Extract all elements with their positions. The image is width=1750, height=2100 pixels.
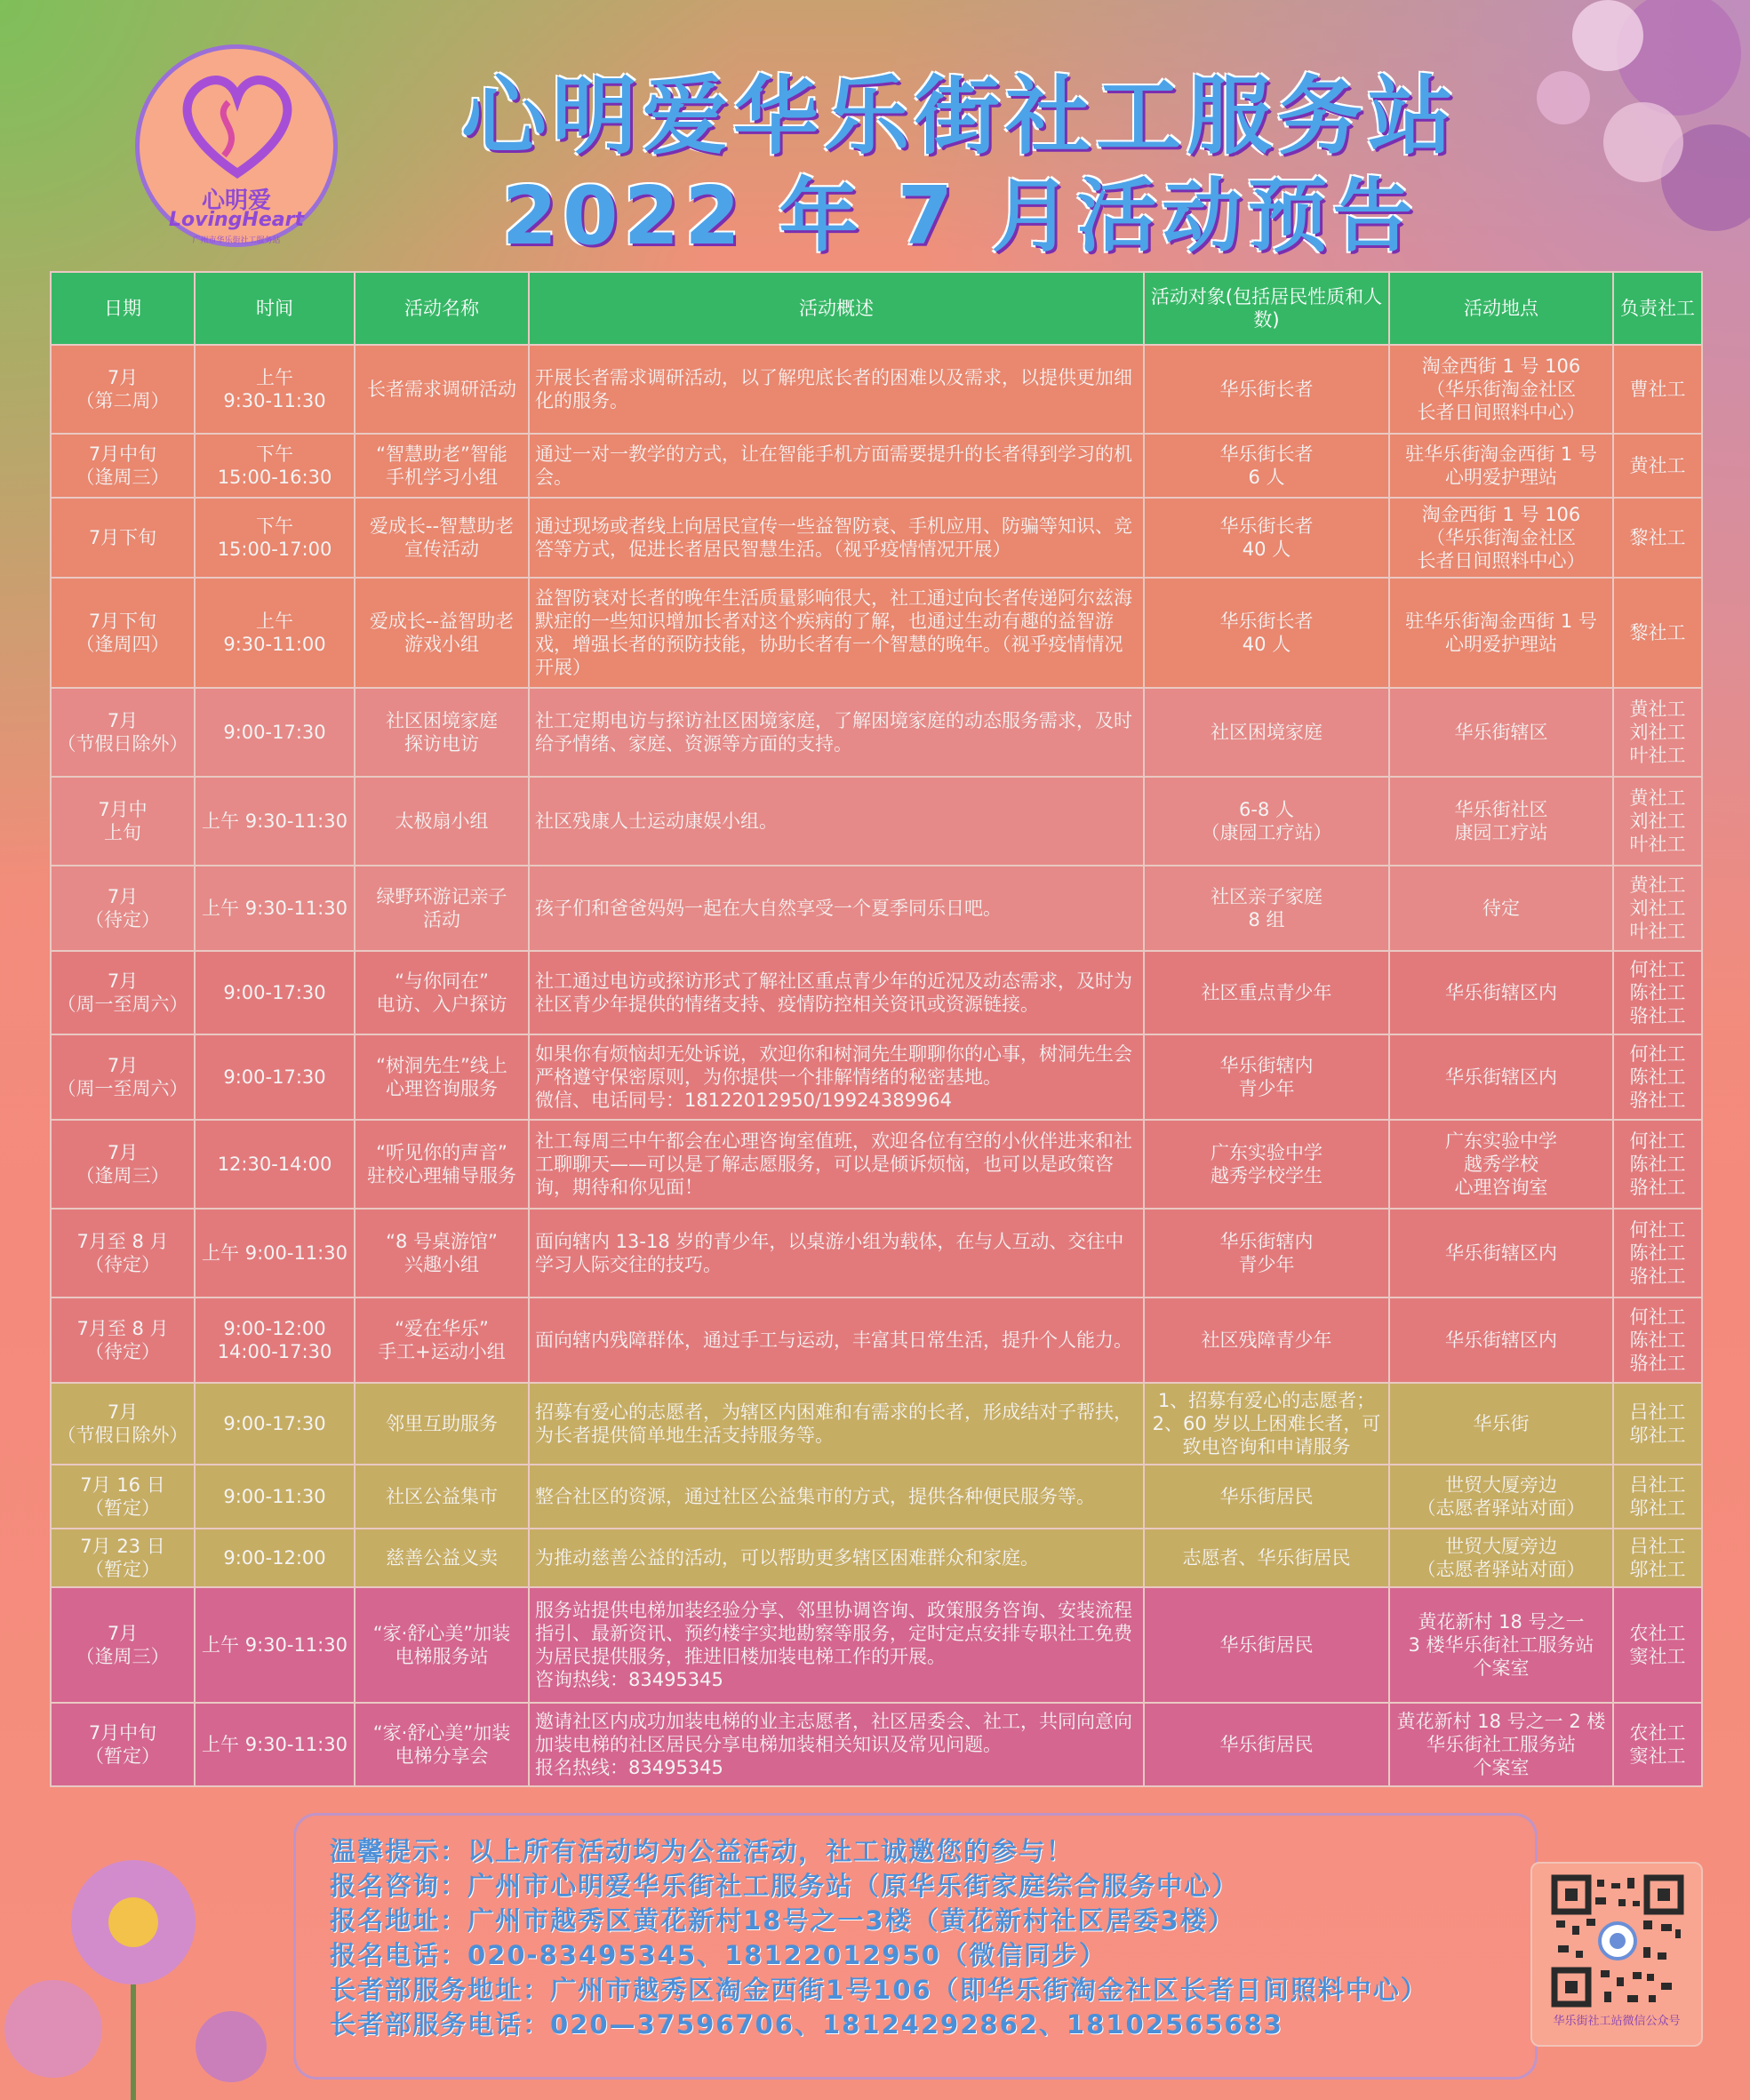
cell-date-text: 7月至 8 月 （待定） — [76, 1230, 169, 1275]
cell-target — [1144, 498, 1389, 578]
cell-date-text: 7月 （节假日除外） — [57, 1401, 188, 1446]
cell-location-text: 驻华乐街淘金西街 1 号 心明爱护理站 — [1405, 610, 1597, 655]
cell-social-worker-text: 何社工 陈社工 骆社工 — [1629, 958, 1686, 1027]
table-row — [51, 866, 1702, 951]
table-row — [51, 345, 1702, 434]
activity-schedule-table — [50, 271, 1703, 1787]
cell-social-worker-text: 何社工 陈社工 骆社工 — [1629, 1306, 1686, 1375]
cell-activity-summary — [529, 1383, 1144, 1465]
cell-date — [51, 434, 195, 498]
cell-activity-summary-text: 社工通过电访或探访形式了解社区重点青少年的近况及动态需求，及时为社区青少年提供的情绪支持、疫情防控相关资讯或资源链接。 — [535, 970, 1132, 1015]
cell-time — [195, 1209, 355, 1298]
cell-location — [1389, 1298, 1613, 1383]
cell-activity-summary — [529, 1209, 1144, 1298]
table-row — [51, 578, 1702, 688]
cell-target-text: 华乐街长者 40 人 — [1219, 515, 1314, 560]
cell-social-worker — [1613, 866, 1702, 951]
cell-date-text: 7月 （逢周三） — [76, 1622, 170, 1667]
cell-time — [195, 866, 355, 951]
cell-location — [1389, 1383, 1613, 1465]
header-time: 时间 — [195, 272, 355, 345]
cell-time — [195, 1034, 355, 1120]
cell-date-text: 7月中 上旬 — [98, 798, 148, 843]
cell-activity-summary — [529, 1529, 1144, 1587]
cell-activity-name — [355, 1529, 529, 1587]
cell-location — [1389, 1587, 1613, 1703]
cell-location — [1389, 1529, 1613, 1587]
cell-target-text: 华乐街居民 — [1219, 1485, 1314, 1507]
cell-target — [1144, 777, 1389, 866]
cell-time — [195, 1587, 355, 1703]
cell-target-text: 志愿者、华乐街居民 — [1182, 1546, 1351, 1569]
cell-date — [51, 498, 195, 578]
header-location: 活动地点 — [1389, 272, 1613, 345]
cell-location-text: 淘金西街 1 号 106 （华乐街淘金社区 长者日间照料中心） — [1417, 503, 1586, 572]
cell-activity-name-text: “与你同在” 电访、入户探访 — [376, 970, 507, 1015]
tip-reminder: 温馨提示：以上所有活动均为公益活动，社工诚邀您的参与！ — [330, 1836, 1075, 1866]
cell-activity-summary-text: 开展长者需求调研活动，以了解兜底长者的困难以及需求，以提供更加细化的服务。 — [535, 366, 1132, 411]
cell-activity-summary-text: 益智防衰对长者的晚年生活质量影响很大，社工通过向长者传递阿尔兹海默症的一些知识增加长者对这个疾病的了解，也通过生动有趣的益智游戏，增强长者的预防技能，协助长者有一个智慧的晚年。（视乎疫情情况开展） — [535, 587, 1132, 679]
cell-activity-name — [355, 1298, 529, 1383]
cell-social-worker-text: 黄社工 — [1629, 454, 1686, 476]
cell-target-text: 华乐街长者 6 人 — [1219, 443, 1314, 488]
cell-social-worker — [1613, 951, 1702, 1034]
cell-social-worker — [1613, 1120, 1702, 1209]
cell-location-text: 华乐街辖区内 — [1445, 1242, 1557, 1264]
cell-location-text: 华乐街辖区内 — [1445, 981, 1557, 1003]
cell-activity-name-text: 社区困境家庭 探访电访 — [386, 709, 498, 755]
cell-social-worker — [1613, 1209, 1702, 1298]
cell-activity-name — [355, 866, 529, 951]
cell-time — [195, 1703, 355, 1786]
cell-social-worker — [1613, 1298, 1702, 1383]
cell-activity-summary-text: 如果你有烦恼却无处诉说，欢迎你和树洞先生聊聊你的心事，树洞先生会严格遵守保密原则，为你提供一个排解情绪的秘密基地。 微信、电话同号：18122012950/19924389964 — [535, 1042, 1132, 1112]
page-title: 心明爱华乐街社工服务站 — [461, 67, 1458, 166]
cell-activity-summary — [529, 578, 1144, 688]
tip-registration-phone: 报名电话：020-83495345、18122012950（微信同步） — [330, 1940, 1107, 1970]
cell-target-text: 广东实验中学 越秀学校学生 — [1211, 1141, 1322, 1186]
contact-info-box — [293, 1813, 1538, 2080]
cell-social-worker — [1613, 578, 1702, 688]
cell-activity-name-text: “智慧助老”智能 手机学习小组 — [376, 443, 507, 488]
cell-time-text: 9:00-17:30 — [223, 1066, 326, 1088]
cell-time — [195, 951, 355, 1034]
cell-date-text: 7月中旬 （逢周三） — [76, 443, 170, 488]
cell-activity-name — [355, 434, 529, 498]
cell-social-worker-text: 吕社工 邬社工 — [1629, 1535, 1686, 1580]
cell-location — [1389, 1465, 1613, 1529]
cell-activity-name-text: “家·舒心美”加装 电梯分享会 — [372, 1721, 511, 1767]
cell-date — [51, 1529, 195, 1587]
cell-time — [195, 1465, 355, 1529]
cell-target — [1144, 1587, 1389, 1703]
cell-target-text: 1、招募有爱心的志愿者； 2、60 岁以上困难长者，可致电咨询和申请服务 — [1152, 1389, 1381, 1458]
cell-activity-summary — [529, 1298, 1144, 1383]
cell-target-text: 社区亲子家庭 8 组 — [1211, 885, 1322, 930]
cell-target-text: 华乐街长者 40 人 — [1219, 610, 1314, 655]
cell-target — [1144, 1703, 1389, 1786]
cell-target-text: 华乐街居民 — [1219, 1633, 1314, 1656]
cell-location — [1389, 1120, 1613, 1209]
cell-social-worker-text: 农社工 窦社工 — [1629, 1721, 1686, 1767]
cell-date — [51, 777, 195, 866]
cell-location — [1389, 1703, 1613, 1786]
cell-social-worker-text: 何社工 陈社工 骆社工 — [1629, 1042, 1686, 1112]
cell-time-text: 下午 15:00-17:00 — [217, 515, 332, 560]
cell-target-text: 6-8 人 （康园工疗站） — [1201, 798, 1332, 843]
table-row — [51, 1703, 1702, 1786]
cell-activity-summary — [529, 498, 1144, 578]
cell-social-worker — [1613, 1703, 1702, 1786]
cell-activity-summary-text: 通过现场或者线上向居民宣传一些益智防衰、手机应用、防骗等知识、竞答等方式，促进长者居民智慧生活。（视乎疫情情况开展） — [535, 515, 1132, 560]
cell-time — [195, 1120, 355, 1209]
cell-social-worker-text: 吕社工 邬社工 — [1629, 1473, 1686, 1519]
cell-activity-summary-text: 社区残康人士运动康娱小组。 — [535, 810, 778, 832]
cell-location — [1389, 1209, 1613, 1298]
cell-activity-summary — [529, 777, 1144, 866]
cell-time-text: 9:00-12:00 — [223, 1546, 326, 1569]
cell-social-worker — [1613, 345, 1702, 434]
cell-social-worker — [1613, 1529, 1702, 1587]
cell-location-text: 黄花新村 18 号之一 3 楼华乐街社工服务站 个案室 — [1408, 1610, 1594, 1680]
cell-date — [51, 1034, 195, 1120]
cell-date — [51, 578, 195, 688]
cell-activity-summary — [529, 434, 1144, 498]
cell-target — [1144, 1034, 1389, 1120]
cell-activity-summary — [529, 1465, 1144, 1529]
cell-target — [1144, 1383, 1389, 1465]
cell-date-text: 7月 （节假日除外） — [57, 709, 188, 755]
cell-date-text: 7月至 8 月 （待定） — [76, 1317, 169, 1362]
cell-location-text: 世贸大厦旁边 （志愿者驿站对面） — [1417, 1535, 1586, 1580]
cell-activity-name-text: 绿野环游记亲子 活动 — [376, 885, 507, 930]
table-row — [51, 498, 1702, 578]
cell-date-text: 7月中旬 （暂定） — [85, 1721, 160, 1767]
cell-target-text: 华乐街辖内 青少年 — [1219, 1054, 1314, 1099]
table-header-row — [51, 272, 1702, 345]
cell-activity-name — [355, 1209, 529, 1298]
cell-social-worker-text: 何社工 陈社工 骆社工 — [1629, 1130, 1686, 1199]
cell-activity-name — [355, 1034, 529, 1120]
tip-elderly-address: 长者部服务地址：广州市越秀区淘金西街1号106（即华乐街淘金社区长者日间照料中心） — [330, 1975, 1428, 2005]
table-row — [51, 1120, 1702, 1209]
header-activity-name: 活动名称 — [355, 272, 529, 345]
cell-time-text: 上午 9:30-11:30 — [202, 1733, 348, 1755]
cell-social-worker — [1613, 777, 1702, 866]
cell-date-text: 7月下旬 （逢周四） — [76, 610, 170, 655]
cell-activity-name-text: 爱成长--智慧助老 宣传活动 — [369, 515, 515, 560]
header-target: 活动对象(包括居民性质和人数) — [1144, 272, 1389, 345]
cell-target-text: 华乐街辖内 青少年 — [1219, 1230, 1314, 1275]
logo-name-en: LovingHeart — [169, 209, 304, 231]
cell-location-text: 华乐街辖区 — [1454, 721, 1548, 743]
table-row — [51, 1034, 1702, 1120]
cell-time-text: 9:00-12:00 14:00-17:30 — [217, 1317, 332, 1362]
cell-target-text: 社区重点青少年 — [1201, 981, 1332, 1003]
cell-target — [1144, 434, 1389, 498]
cell-social-worker-text: 黎社工 — [1629, 526, 1686, 548]
cell-time-text: 上午 9:30-11:30 — [202, 897, 348, 919]
cell-date-text: 7月 （周一至周六） — [57, 970, 188, 1015]
cell-activity-summary-text: 社工每周三中午都会在心理咨询室值班，欢迎各位有空的小伙伴进来和社工聊聊天——可以是了解志愿服务，可以是倾诉烦恼，也可以是政策咨询，期待和你见面！ — [535, 1130, 1132, 1199]
cell-activity-summary — [529, 345, 1144, 434]
cell-activity-name — [355, 777, 529, 866]
cell-activity-summary — [529, 1120, 1144, 1209]
tip-registration-contact: 报名咨询：广州市心明爱华乐街社工服务站（原华乐街家庭综合服务中心） — [330, 1871, 1240, 1901]
cell-activity-name-text: “树洞先生”线上 心理咨询服务 — [376, 1054, 507, 1099]
table-row — [51, 777, 1702, 866]
cell-time — [195, 578, 355, 688]
cell-location — [1389, 498, 1613, 578]
cell-activity-summary-text: 社工定期电访与探访社区困境家庭，了解困境家庭的动态服务需求，及时给予情绪、家庭、资源等方面的支持。 — [535, 709, 1132, 755]
cell-time — [195, 1529, 355, 1587]
cell-date-text: 7月 （待定） — [85, 885, 160, 930]
cell-activity-name — [355, 578, 529, 688]
table-row — [51, 688, 1702, 777]
cell-social-worker-text: 黎社工 — [1629, 621, 1686, 643]
table-row — [51, 1529, 1702, 1587]
cell-activity-name — [355, 1465, 529, 1529]
cell-activity-name-text: “家·舒心美”加装 电梯服务站 — [372, 1622, 511, 1667]
table-row — [51, 1209, 1702, 1298]
cell-social-worker — [1613, 434, 1702, 498]
cell-location — [1389, 866, 1613, 951]
cell-location — [1389, 345, 1613, 434]
cell-target — [1144, 1465, 1389, 1529]
cell-date — [51, 951, 195, 1034]
cell-date — [51, 1298, 195, 1383]
cell-time — [195, 1298, 355, 1383]
cell-activity-summary-text: 通过一对一教学的方式，让在智能手机方面需要提升的长者得到学习的机会。 — [535, 443, 1132, 488]
header-activity-summary: 活动概述 — [529, 272, 1144, 345]
cell-activity-name — [355, 1587, 529, 1703]
cell-location-text: 华乐街社区 康园工疗站 — [1454, 798, 1548, 843]
cell-time — [195, 345, 355, 434]
cell-date-text: 7月 （逢周三） — [76, 1141, 170, 1186]
table-row — [51, 1465, 1702, 1529]
heart-icon — [175, 67, 300, 182]
cell-date — [51, 866, 195, 951]
cell-activity-name — [355, 688, 529, 777]
cell-activity-name-text: 社区公益集市 — [386, 1485, 498, 1507]
cell-target-text: 社区困境家庭 — [1211, 721, 1322, 743]
cell-time — [195, 434, 355, 498]
cell-activity-summary-text: 面向辖内残障群体，通过手工与运动，丰富其日常生活，提升个人能力。 — [535, 1329, 1132, 1351]
cell-activity-summary — [529, 866, 1144, 951]
cell-target — [1144, 345, 1389, 434]
cell-location-text: 华乐街 — [1473, 1412, 1530, 1434]
cell-activity-summary-text: 面向辖内 13-18 岁的青少年，以桌游小组为载体，在与人互动、交往中学习人际交往的技巧。 — [535, 1230, 1124, 1275]
cell-date — [51, 1120, 195, 1209]
cell-activity-name-text: “8 号桌游馆” 兴趣小组 — [386, 1230, 498, 1275]
cell-location-text: 华乐街辖区内 — [1445, 1329, 1557, 1351]
cell-activity-summary-text: 服务站提供电梯加装经验分享、邻里协调咨询、政策服务咨询、安装流程指引、最新资讯、预约楼宇实地勘察等服务，定时定点安排专职社工免费为居民提供服务，推进旧楼加装电梯工作的开展。 咨询热线：83495345 — [535, 1599, 1132, 1691]
cell-social-worker-text: 农社工 窦社工 — [1629, 1622, 1686, 1667]
table-row — [51, 951, 1702, 1034]
cell-date-text: 7月 16 日 （暂定） — [80, 1473, 165, 1519]
cell-date — [51, 1587, 195, 1703]
cell-target — [1144, 951, 1389, 1034]
cell-activity-name-text: 长者需求调研活动 — [367, 378, 516, 400]
cell-date-text: 7月 （周一至周六） — [57, 1054, 188, 1099]
cell-activity-name — [355, 1383, 529, 1465]
cell-social-worker-text: 黄社工 刘社工 叶社工 — [1629, 698, 1686, 767]
qr-code-icon — [1551, 1874, 1684, 2008]
cell-activity-summary-text: 整合社区的资源，通过社区公益集市的方式，提供各种便民服务等。 — [535, 1485, 1095, 1507]
cell-location — [1389, 434, 1613, 498]
wechat-qr-code[interactable] — [1530, 1862, 1703, 2047]
cell-social-worker-text: 黄社工 刘社工 叶社工 — [1629, 874, 1686, 943]
cell-location-text: 驻华乐街淘金西街 1 号 心明爱护理站 — [1405, 443, 1597, 488]
cell-location-text: 广东实验中学 越秀学校 心理咨询室 — [1445, 1130, 1557, 1199]
cell-social-worker — [1613, 498, 1702, 578]
cell-date — [51, 1703, 195, 1786]
header-date: 日期 — [51, 272, 195, 345]
cell-activity-name-text: 太极扇小组 — [395, 810, 489, 832]
cell-activity-summary-text: 招募有爱心的志愿者，为辖区内困难和有需求的长者，形成结对子帮扶，为长者提供简单地生活支持服务等。 — [535, 1401, 1132, 1446]
cell-social-worker — [1613, 1383, 1702, 1465]
cell-location — [1389, 777, 1613, 866]
cell-location-text: 华乐街辖区内 — [1445, 1066, 1557, 1088]
tip-elderly-phone: 长者部服务电话：020—37596706、18124292862、18102565683 — [330, 2009, 1283, 2040]
cell-time-text: 9:00-17:30 — [223, 1412, 326, 1434]
cell-target — [1144, 1298, 1389, 1383]
cell-social-worker — [1613, 1587, 1702, 1703]
cell-target — [1144, 866, 1389, 951]
cell-location — [1389, 578, 1613, 688]
cell-time — [195, 498, 355, 578]
cell-social-worker — [1613, 1034, 1702, 1120]
cell-date-text: 7月 （第二周） — [76, 366, 170, 411]
cell-activity-summary — [529, 1034, 1144, 1120]
cell-time — [195, 777, 355, 866]
header-social-worker: 负责社工 — [1613, 272, 1702, 345]
table-row — [51, 1587, 1702, 1703]
cell-date-text: 7月 23 日 （暂定） — [80, 1535, 165, 1580]
cell-activity-summary — [529, 1587, 1144, 1703]
cell-activity-name-text: 邻里互助服务 — [386, 1412, 498, 1434]
cell-target — [1144, 688, 1389, 777]
cell-activity-name — [355, 1703, 529, 1786]
qr-caption: 华乐街社工站微信公众号 — [1553, 2015, 1681, 2028]
cell-target-text: 华乐街长者 — [1219, 378, 1314, 400]
logo-name-cn: 心明爱 — [201, 188, 271, 214]
cell-time — [195, 688, 355, 777]
table-row — [51, 434, 1702, 498]
cell-location-text: 世贸大厦旁边 （志愿者驿站对面） — [1417, 1473, 1586, 1519]
cell-activity-name-text: “爱在华乐” 手工+运动小组 — [378, 1317, 506, 1362]
cell-social-worker-text: 曹社工 — [1629, 378, 1686, 400]
flower-decoration-bottom-left — [0, 1807, 284, 2100]
cell-activity-summary — [529, 688, 1144, 777]
cell-activity-summary-text: 孩子们和爸爸妈妈一起在大自然享受一个夏季同乐日吧。 — [535, 897, 1002, 919]
cell-activity-name — [355, 951, 529, 1034]
tip-registration-address: 报名地址：广州市越秀区黄花新村18号之一3楼（黄花新村社区居委3楼） — [330, 1905, 1235, 1936]
cell-date — [51, 345, 195, 434]
cell-date-text: 7月下旬 — [88, 526, 157, 548]
cell-time-text: 12:30-14:00 — [217, 1153, 332, 1175]
cell-time — [195, 1383, 355, 1465]
cell-target — [1144, 1529, 1389, 1587]
cell-date — [51, 1209, 195, 1298]
cell-target — [1144, 578, 1389, 688]
cell-social-worker-text: 吕社工 邬社工 — [1629, 1401, 1686, 1446]
cell-time-text: 上午 9:30-11:30 — [202, 810, 348, 832]
cell-target-text: 社区残障青少年 — [1201, 1329, 1332, 1351]
cell-activity-name-text: 爱成长--益智助老 游戏小组 — [369, 610, 515, 655]
cell-time-text: 上午 9:30-11:30 — [223, 366, 326, 411]
cell-activity-summary-text: 为推动慈善公益的活动，可以帮助更多辖区困难群众和家庭。 — [535, 1546, 1039, 1569]
cell-social-worker — [1613, 688, 1702, 777]
cell-target-text: 华乐街居民 — [1219, 1733, 1314, 1755]
table-row — [51, 1298, 1702, 1383]
organization-logo — [135, 44, 338, 247]
cell-activity-name — [355, 1120, 529, 1209]
cell-location — [1389, 1034, 1613, 1120]
page-subtitle: 2022 年 7 月活动预告 — [501, 170, 1418, 263]
cell-social-worker-text: 何社工 陈社工 骆社工 — [1629, 1218, 1686, 1288]
cell-location-text: 淘金西街 1 号 106 （华乐街淘金社区 长者日间照料中心） — [1417, 355, 1586, 424]
cell-social-worker — [1613, 1465, 1702, 1529]
cell-target — [1144, 1120, 1389, 1209]
cell-time-text: 9:00-17:30 — [223, 721, 326, 743]
cell-activity-name — [355, 345, 529, 434]
cell-time-text: 上午 9:30-11:00 — [223, 610, 326, 655]
cell-activity-name-text: 慈善公益义卖 — [386, 1546, 498, 1569]
logo-subtitle: 广州市华乐街社工服务站 — [192, 236, 281, 245]
cell-location — [1389, 951, 1613, 1034]
cell-activity-summary-text: 邀请社区内成功加装电梯的业主志愿者，社区居委会、社工，共同向意向加装电梯的社区居民分享电梯加装相关知识及常见问题。 报名热线：83495345 — [535, 1710, 1132, 1779]
cell-time-text: 9:00-17:30 — [223, 981, 326, 1003]
cell-activity-summary — [529, 1703, 1144, 1786]
table-row — [51, 1383, 1702, 1465]
cell-time-text: 上午 9:00-11:30 — [202, 1242, 348, 1264]
cell-time-text: 下午 15:00-16:30 — [217, 443, 332, 488]
cell-location-text: 黄花新村 18 号之一 2 楼 华乐街社工服务站 个案室 — [1396, 1710, 1606, 1779]
cell-time-text: 9:00-11:30 — [223, 1485, 326, 1507]
cell-activity-summary — [529, 951, 1144, 1034]
cell-location-text: 待定 — [1482, 897, 1520, 919]
cell-time-text: 上午 9:30-11:30 — [202, 1633, 348, 1656]
cell-date — [51, 1383, 195, 1465]
cell-location — [1389, 688, 1613, 777]
cell-date — [51, 1465, 195, 1529]
cell-activity-name — [355, 498, 529, 578]
cell-social-worker-text: 黄社工 刘社工 叶社工 — [1629, 787, 1686, 856]
cell-activity-name-text: “听见你的声音” 驻校心理辅导服务 — [367, 1141, 516, 1186]
cell-date — [51, 688, 195, 777]
cell-target — [1144, 1209, 1389, 1298]
